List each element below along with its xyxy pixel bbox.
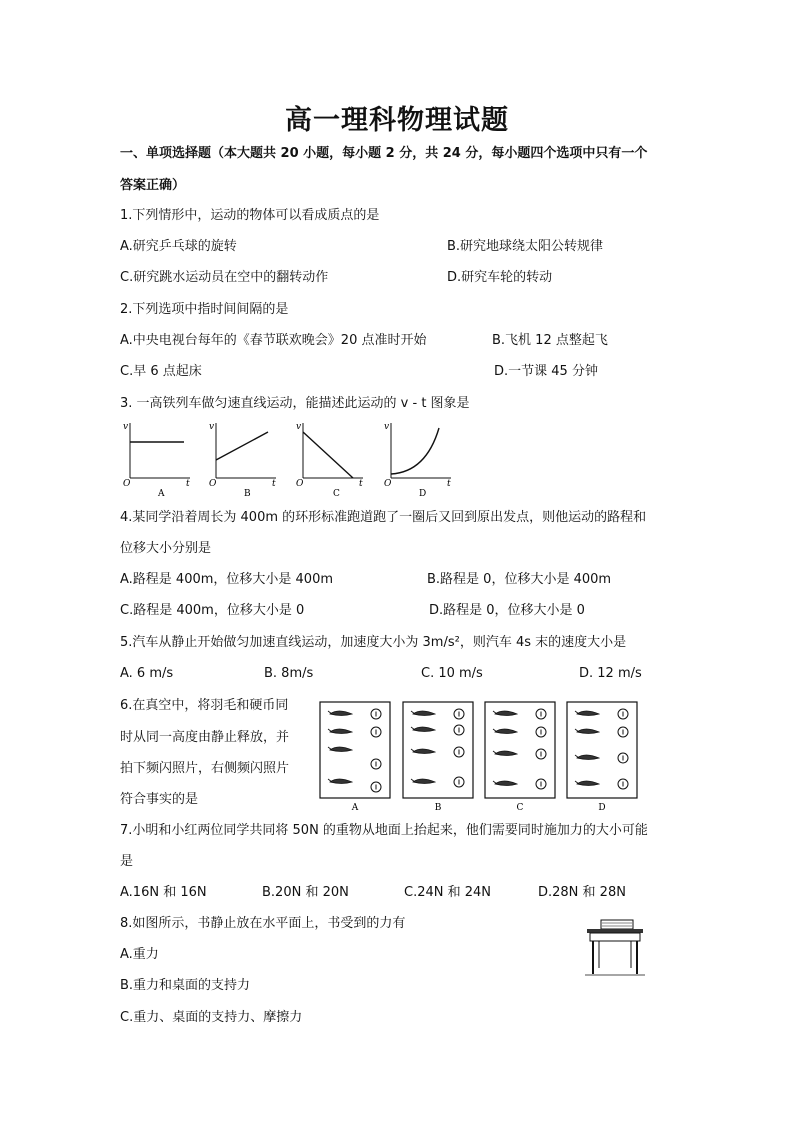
q8-book-on-table-figure bbox=[585, 918, 645, 978]
q8-stem: 8.如图所示，书静止放在水平面上，书受到的力有 bbox=[120, 916, 406, 931]
q6-line-2: 时从同一高度由静止释放，并 bbox=[120, 730, 290, 745]
q2-option-a: A.中央电视台每年的《春节联欢晚会》20 点准时开始 bbox=[120, 333, 427, 348]
q4-option-d: D.路程是 0，位移大小是 0 bbox=[429, 603, 585, 618]
q7-option-c: C.24N 和 24N bbox=[404, 885, 492, 900]
q8-option-c: C.重力、桌面的支持力、摩擦力 bbox=[120, 1010, 303, 1025]
q4-option-b: B.路程是 0，位移大小是 400m bbox=[427, 572, 612, 587]
axis-v-label: v bbox=[296, 422, 302, 432]
q2-option-c: C.早 6 点起床 bbox=[120, 364, 202, 379]
q1-option-d: D.研究车轮的转动 bbox=[447, 270, 553, 285]
q7-stem-cont: 是 bbox=[120, 854, 134, 869]
q7-option-b: B.20N 和 20N bbox=[262, 885, 349, 900]
graph-label: A bbox=[158, 489, 165, 499]
table-top bbox=[587, 929, 643, 933]
q8-option-b: B.重力和桌面的支持力 bbox=[120, 978, 251, 993]
q7-option-a: A.16N 和 16N bbox=[120, 885, 207, 900]
q5-option-c: C. 10 m/s bbox=[421, 666, 483, 681]
origin-label: O bbox=[296, 479, 304, 489]
q2-option-b: B.飞机 12 点整起飞 bbox=[492, 333, 608, 348]
q5-option-d: D. 12 m/s bbox=[579, 666, 642, 681]
q6-panel-label: B bbox=[434, 803, 442, 813]
origin-label: O bbox=[384, 479, 392, 489]
q5-option-a: A. 6 m/s bbox=[120, 666, 174, 681]
q4-option-a: A.路程是 400m，位移大小是 400m bbox=[120, 572, 334, 587]
origin-label: O bbox=[209, 479, 217, 489]
book bbox=[601, 920, 633, 929]
q3-graph-c bbox=[293, 420, 368, 500]
q1-option-b: B.研究地球绕太阳公转规律 bbox=[447, 239, 604, 254]
q6-figure bbox=[318, 702, 648, 814]
axis-v-label: v bbox=[123, 422, 129, 432]
q4-stem: 4.某同学沿着周长为 400m 的环形标准跑道跑了一圈后又回到原出发点，则他运动的路程和 bbox=[120, 510, 647, 525]
q4-option-c: C.路程是 400m，位移大小是 0 bbox=[120, 603, 305, 618]
q6-line-3: 拍下频闪照片，右侧频闪照片 bbox=[120, 761, 290, 776]
q6-panel-label: D bbox=[598, 803, 606, 813]
q6-panel-d bbox=[567, 702, 637, 813]
axis-t-label: t bbox=[359, 479, 363, 489]
q3-graph-b bbox=[206, 420, 281, 500]
q7-stem: 7.小明和小红两位同学共同将 50N 的重物从地面上抬起来，他们需要同时施加力的大小可能 bbox=[120, 823, 648, 838]
page-title: 高一理科物理试题 bbox=[285, 105, 509, 136]
graph-label: D bbox=[419, 489, 427, 499]
q1-stem: 1.下列情形中，运动的物体可以看成质点的是 bbox=[120, 208, 380, 223]
graph-label: C bbox=[333, 489, 340, 499]
axis-v-label: v bbox=[209, 422, 215, 432]
q4-stem-cont: 位移大小分别是 bbox=[120, 541, 212, 556]
q8-option-a: A.重力 bbox=[120, 947, 159, 962]
q6-panel-a bbox=[320, 702, 390, 813]
graph-label: B bbox=[244, 489, 251, 499]
q6-line-4: 符合事实的是 bbox=[120, 792, 199, 807]
q2-option-d: D.一节课 45 分钟 bbox=[494, 364, 598, 379]
q1-option-a: A.研究乒乓球的旋转 bbox=[120, 239, 237, 254]
axis-t-label: t bbox=[272, 479, 276, 489]
q3-graph-a bbox=[120, 420, 195, 500]
section-heading: 一、单项选择题（本大题共 20 小题，每小题 2 分，共 24 分，每小题四个选项中只有一个 bbox=[120, 146, 648, 161]
axis-v-label: v bbox=[384, 422, 390, 432]
q7-option-d: D.28N 和 28N bbox=[538, 885, 626, 900]
q6-panel-b bbox=[403, 702, 473, 813]
axis-t-label: t bbox=[447, 479, 451, 489]
q5-option-b: B. 8m/s bbox=[264, 666, 314, 681]
q6-line-1: 6.在真空中，将羽毛和硬币同 bbox=[120, 698, 289, 713]
q6-panel-label: A bbox=[351, 803, 359, 813]
q5-stem: 5.汽车从静止开始做匀加速直线运动，加速度大小为 3m/s²，则汽车 4s 末的速度大小是 bbox=[120, 635, 627, 650]
q1-option-c: C.研究跳水运动员在空中的翻转动作 bbox=[120, 270, 329, 285]
q3-stem: 3. 一高铁列车做匀速直线运动，能描述此运动的 v - t 图象是 bbox=[120, 396, 470, 411]
section-heading-cont: 答案正确） bbox=[120, 178, 186, 193]
axis-t-label: t bbox=[186, 479, 190, 489]
q2-stem: 2.下列选项中指时间间隔的是 bbox=[120, 302, 289, 317]
origin-label: O bbox=[123, 479, 131, 489]
q3-graph-d bbox=[381, 420, 456, 500]
q6-panel-c bbox=[485, 702, 555, 813]
q6-panel-label: C bbox=[516, 803, 524, 813]
